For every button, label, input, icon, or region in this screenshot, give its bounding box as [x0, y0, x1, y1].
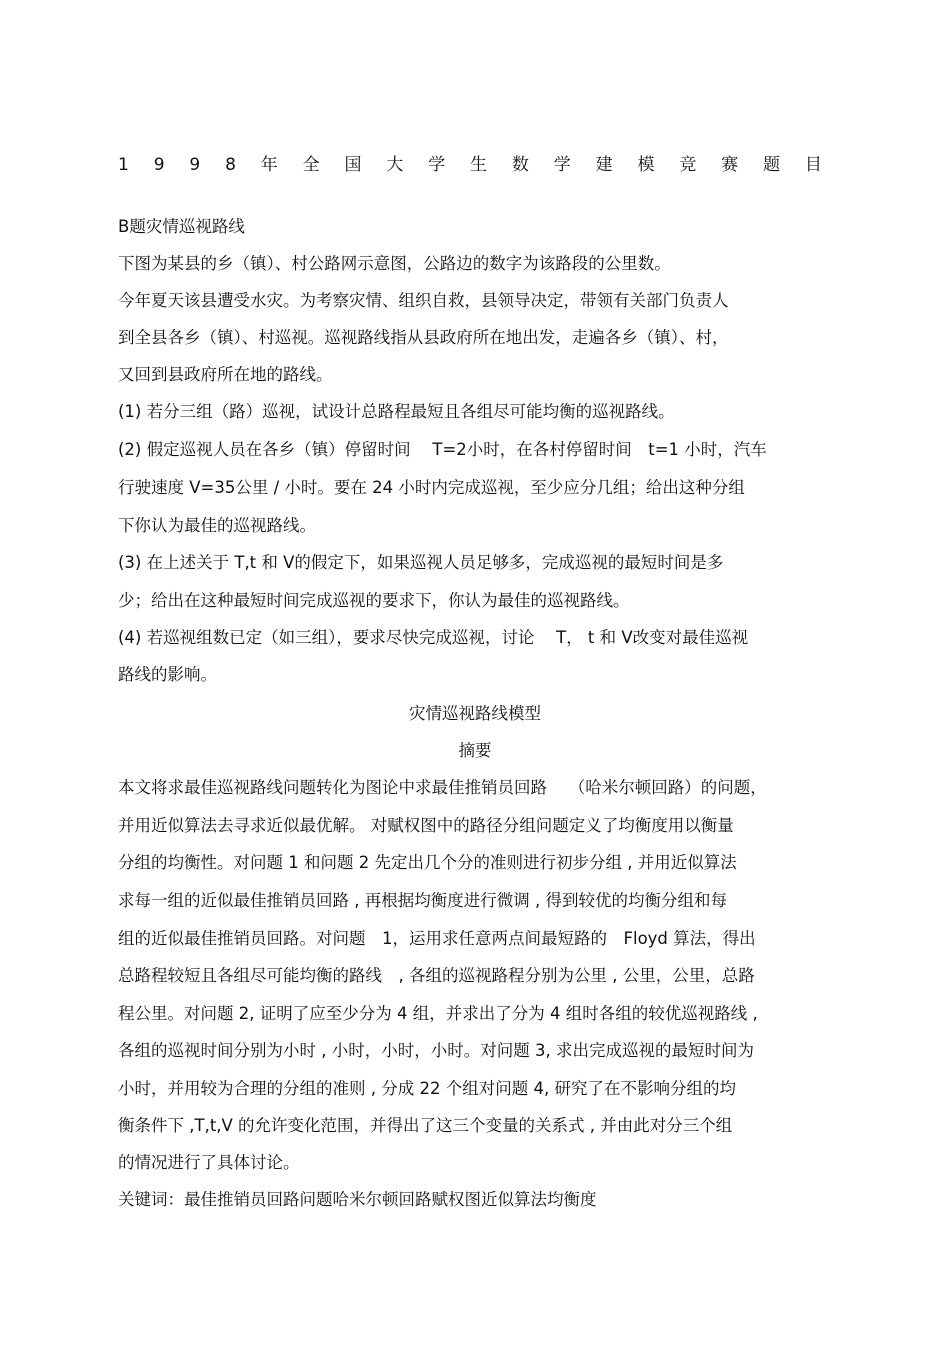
abstract-line: 分组的均衡性。对问题 1 和问题 2 先定出几个分的准则进行初步分组 , 并用近似算法: [118, 853, 737, 872]
abstract-line: 各组的巡视时间分别为小时 , 小时，小时，小时。对问题 3, 求出完成巡视的最短时间为: [118, 1041, 754, 1060]
title-char: 学: [428, 155, 446, 175]
problem-line: 到全县各乡（镇）、村巡视。巡视路线指从县政府所在地出发，走遍各乡（镇）、村，: [118, 328, 729, 347]
title-char: 赛: [721, 155, 739, 175]
abstract-line: 总路程较短且各组尽可能均衡的路线 , 各组的巡视路程分别为公里 , 公里，公里，总路: [118, 966, 755, 985]
problem-line: 今年夏天该县遭受水灾。为考察灾情、组织自救，县领导决定，带领有关部门负责人: [118, 291, 729, 310]
keywords: 关键词：最佳推销员回路问题哈米尔顿回路赋权图近似算法均衡度: [118, 1190, 597, 1209]
title-char: 题: [763, 155, 781, 175]
abstract-line: 本文将求最佳巡视路线问题转化为图论中求最佳推销员回路 （哈米尔顿回路）的问题，: [118, 778, 767, 797]
abstract-line: 小时，并用较为合理的分组的准则 , 分成 22 个组对问题 4, 研究了在不影响分组的均: [118, 1079, 736, 1098]
abstract-line: 求每一组的近似最佳推销员回路 , 再根据均衡度进行微调 , 得到较优的均衡分组和每: [118, 891, 727, 910]
problem-line: (3) 在上述关于 T,t 和 V的假定下，如果巡视人员足够多，完成巡视的最短时间是多: [118, 553, 724, 572]
problem-line: (4) 若巡视组数已定（如三组），要求尽快完成巡视，讨论 T， t 和 V改变对最佳巡视: [118, 628, 749, 647]
abstract-heading: 摘要: [458, 741, 492, 760]
problem-line: 下图为某县的乡（镇）、村公路网示意图，公路边的数字为该路段的公里数。: [118, 254, 671, 273]
title-char: 国: [344, 155, 362, 175]
problem-line: (1) 若分三组（路）巡视，试设计总路程最短且各组尽可能均衡的巡视路线。: [118, 402, 675, 421]
problem-line: 又回到县政府所在地的路线。: [118, 365, 333, 384]
document-title: [118, 152, 822, 178]
title-char: 全: [302, 155, 320, 175]
title-char: 1: [118, 155, 129, 175]
title-char: 9: [189, 155, 201, 175]
problem-line: 路线的影响。: [118, 665, 217, 684]
abstract-line: 程公里。对问题 2, 证明了应至少分为 4 组，并求出了分为 4 组时各组的较优巡视路线 ,: [118, 1004, 758, 1023]
abstract-line: 衡条件下 ,T,t,V 的允许变化范围，并得出了这三个变量的关系式 , 并由此对分三个组: [118, 1116, 733, 1135]
problem-line: 行驶速度 V=35公里 / 小时。要在 24 小时内完成巡视，至少应分几组；给出这种分组: [118, 478, 745, 497]
title-char: 数: [511, 155, 529, 175]
title-char: 8: [225, 155, 236, 175]
title-char: 生: [470, 155, 488, 175]
problem-line: 少；给出在这种最短时间完成巡视的要求下，你认为最佳的巡视路线。: [118, 591, 630, 610]
title-char: 学: [553, 155, 571, 175]
title-char: 年: [260, 155, 278, 175]
abstract-line: 的情况进行了具体讨论。: [118, 1153, 300, 1172]
title-char: 目: [804, 155, 822, 175]
title-char: 建: [595, 155, 613, 175]
abstract-line: 并用近似算法去寻求近似最优解。 对赋权图中的路径分组问题定义了均衡度用以衡量: [118, 816, 734, 835]
problem-line: 下你认为最佳的巡视路线。: [118, 516, 316, 535]
title-char: 大: [386, 155, 404, 175]
title-char: 9: [153, 155, 165, 175]
title-char: 竞: [679, 155, 697, 175]
abstract-line: 组的近似最佳推销员回路。对问题 1，运用求任意两点间最短路的 Floyd 算法，得出: [118, 929, 756, 948]
problem-line: (2) 假定巡视人员在各乡（镇）停留时间 T=2小时，在各村停留时间 t=1 小时，汽车: [118, 440, 767, 459]
problem-heading: B题灾情巡视路线: [118, 217, 245, 236]
title-char: 模: [637, 155, 655, 175]
model-title: 灾情巡视路线模型: [409, 704, 541, 723]
